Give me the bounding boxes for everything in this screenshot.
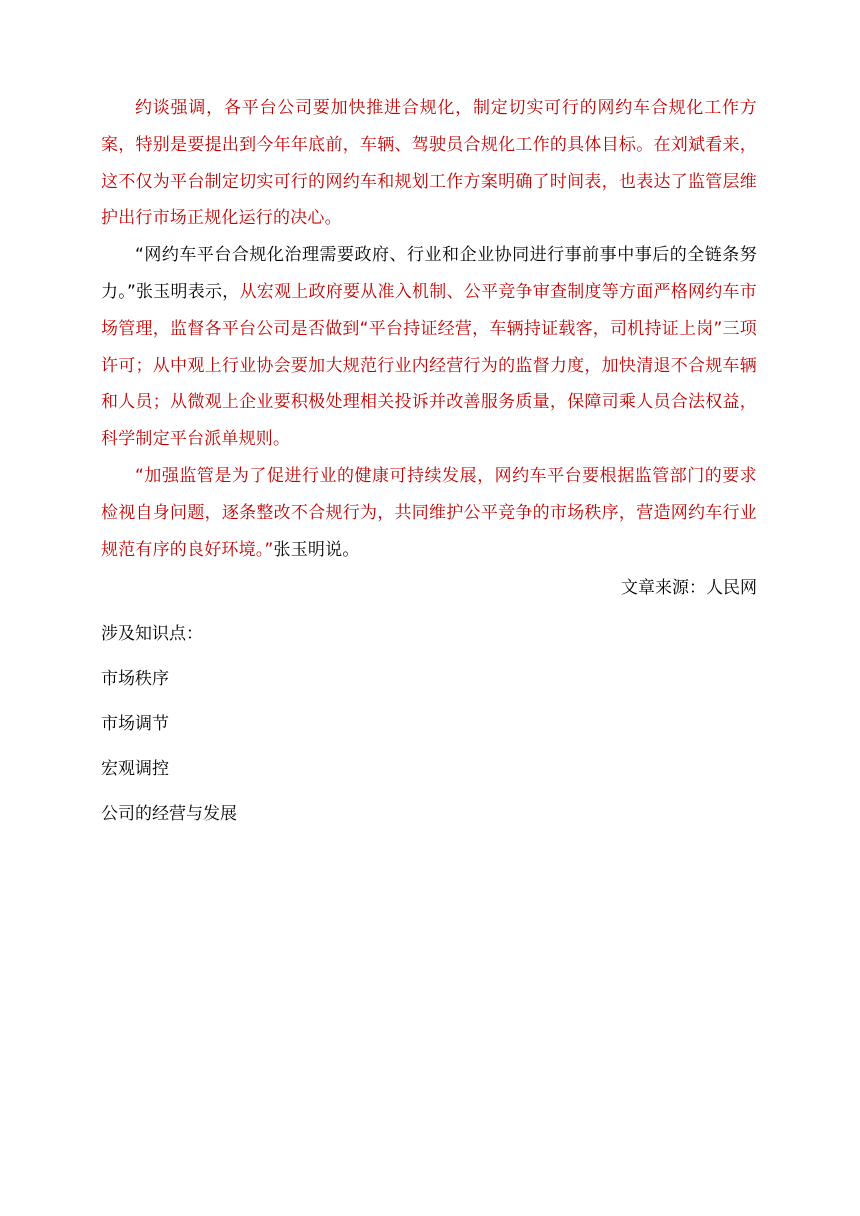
knowledge-point-item: 宏观调控: [101, 759, 169, 780]
article-source: 文章来源：人民网: [621, 578, 757, 599]
article-paragraph-1: 约谈强调，各平台公司要加快推进合规化，制定切实可行的网约车合规化工作方案，特别是要提出到今年年底前，车辆、驾驶员合规化工作的具体目标。在刘斌看来，这不仅为平台制定切实可行的网约车和规划工作方案明确了时间表，也表达了监管层维护出行市场正规化运行的决心。: [101, 98, 757, 229]
knowledge-point-item: 市场秩序: [101, 669, 169, 690]
paragraph-2-quote: “网约车平台合规化治理需要政府、行业和企业协同进行事前事中事后的全链条努力。”张玉明表示，: [101, 245, 757, 302]
article-paragraph-3: [101, 458, 757, 568]
article-paragraph-2: [101, 237, 757, 458]
knowledge-points-heading: 涉及知识点：: [101, 624, 203, 645]
knowledge-points-list: [101, 661, 757, 832]
paragraph-3-attribution: 张玉明说。: [273, 539, 360, 560]
paragraph-3-quote: “加强监管是为了促进行业的健康可持续发展，网约车平台要根据监管部门的要求检视自身问题，逐条整改不合规行为，共同维护公平竞争的市场秩序，营造网约车行业规范有序的良好环境。”: [101, 465, 757, 560]
article-body: [101, 90, 757, 832]
knowledge-point-item: 市场调节: [101, 714, 169, 735]
paragraph-2-detail: 从宏观上政府要从准入机制、公平竞争审查制度等方面严格网约车市场管理，监督各平台公司是否做到“平台持证经营，车辆持证载客，司机持证上岗”三项许可；从中观上行业协会要加大规范行业内经营行为的监督力度，加快清退不合规车辆和人员；从微观上企业要积极处理相关投诉并改善服务质量，保障司乘人员合法权益，科学制定平台派单规则。: [101, 281, 758, 450]
knowledge-point-item: 公司的经营与发展: [101, 804, 237, 825]
